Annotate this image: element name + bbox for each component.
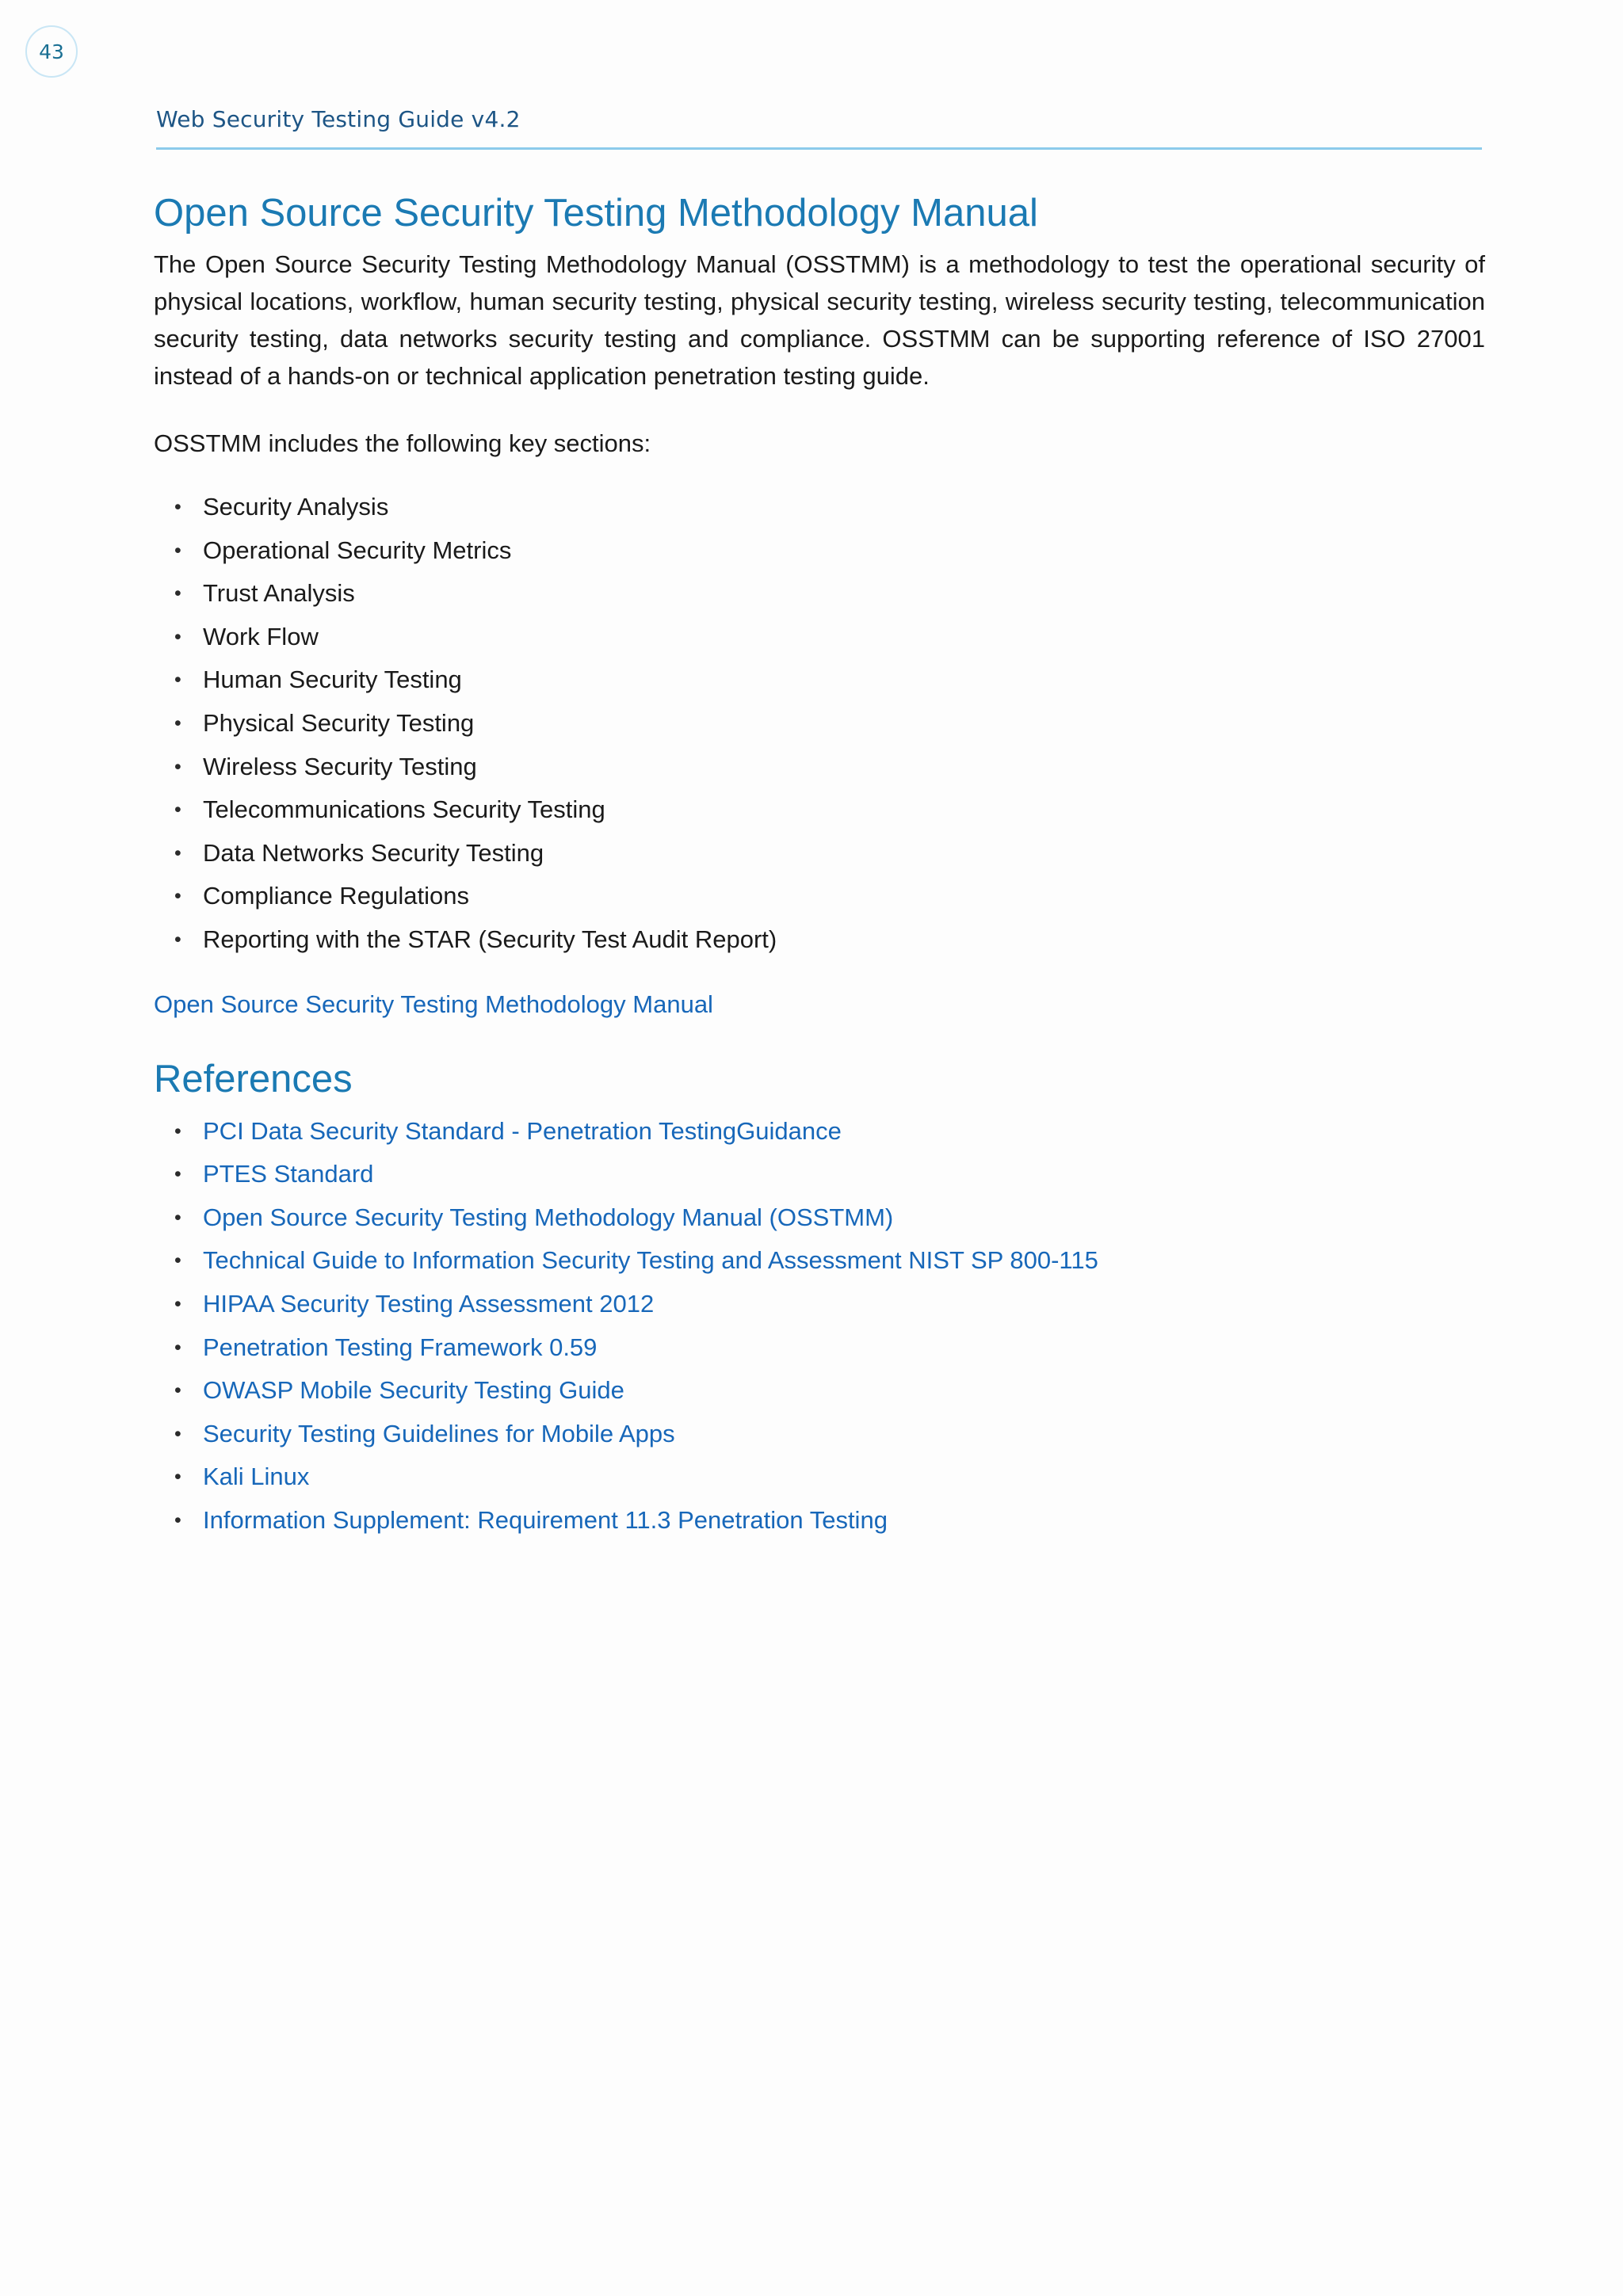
key-sections-list [154,486,1485,962]
list-item: • Physical Security Testing [154,702,1485,746]
reference-link[interactable]: PCI Data Security Standard - Penetration TestingGuidance [203,1116,842,1145]
reference-link[interactable]: Penetration Testing Framework 0.59 [203,1333,598,1361]
list-item: • Reporting with the STAR (Security Test Audit Report) [154,918,1485,962]
key-sections-lead: OSSTMM includes the following key sections: [154,429,651,457]
list-item: • Wireless Security Testing [154,746,1485,789]
reference-link[interactable]: Technical Guide to Information Security Testing and Assessment NIST SP 800-115 [203,1246,1098,1275]
list-item: • Security Analysis [154,486,1485,529]
reference-item [154,1153,1485,1196]
list-item: • Telecommunications Security Testing [154,788,1485,832]
list-item: • Operational Security Metrics [154,529,1485,573]
reference-item [154,1413,1485,1456]
document-content [154,185,1485,1542]
reference-item [154,1326,1485,1370]
list-item: • Human Security Testing [154,658,1485,702]
reference-link[interactable]: Security Testing Guidelines for Mobile Apps [203,1419,675,1447]
running-header: Web Security Testing Guide v4.2 [156,106,521,132]
list-item: • Data Networks Security Testing [154,832,1485,875]
osstmm-link[interactable]: Open Source Security Testing Methodology Manual [154,990,713,1018]
reference-link[interactable]: HIPAA Security Testing Assessment 2012 [203,1289,655,1318]
reference-link[interactable]: PTES Standard [203,1160,374,1188]
intro-paragraph: The Open Source Security Testing Methodology Manual (OSSTMM) is a methodology to test the operational security of physical locations, workflow, human security testing, physical security testing, wireless security testing, telecommunication security testing, data networks security testing and compliance. OSSTMM can be supporting reference of ISO 27001 instead of a hands-on or technical application penetration testing guide. [154,250,1485,390]
reference-link[interactable]: Information Supplement: Requirement 11.3 Penetration Testing [203,1505,888,1534]
reference-link[interactable]: OWASP Mobile Security Testing Guide [203,1376,624,1405]
reference-item [154,1369,1485,1413]
header-rule [156,147,1482,150]
reference-item [154,1196,1485,1240]
reference-item [154,1283,1485,1326]
list-item: • Work Flow [154,616,1485,659]
references-title: References [154,1057,353,1100]
reference-item [154,1239,1485,1283]
reference-link[interactable]: Kali Linux [203,1463,310,1491]
reference-link[interactable]: Open Source Security Testing Methodology Manual (OSSTMM) [203,1203,894,1231]
reference-item [154,1499,1485,1543]
reference-item [154,1110,1485,1154]
list-item: • Trust Analysis [154,572,1485,616]
references-list [154,1110,1485,1543]
list-item: • Compliance Regulations [154,875,1485,918]
page-number: 43 [25,25,78,78]
section-title: Open Source Security Testing Methodology Manual [154,192,1038,235]
reference-item [154,1455,1485,1499]
